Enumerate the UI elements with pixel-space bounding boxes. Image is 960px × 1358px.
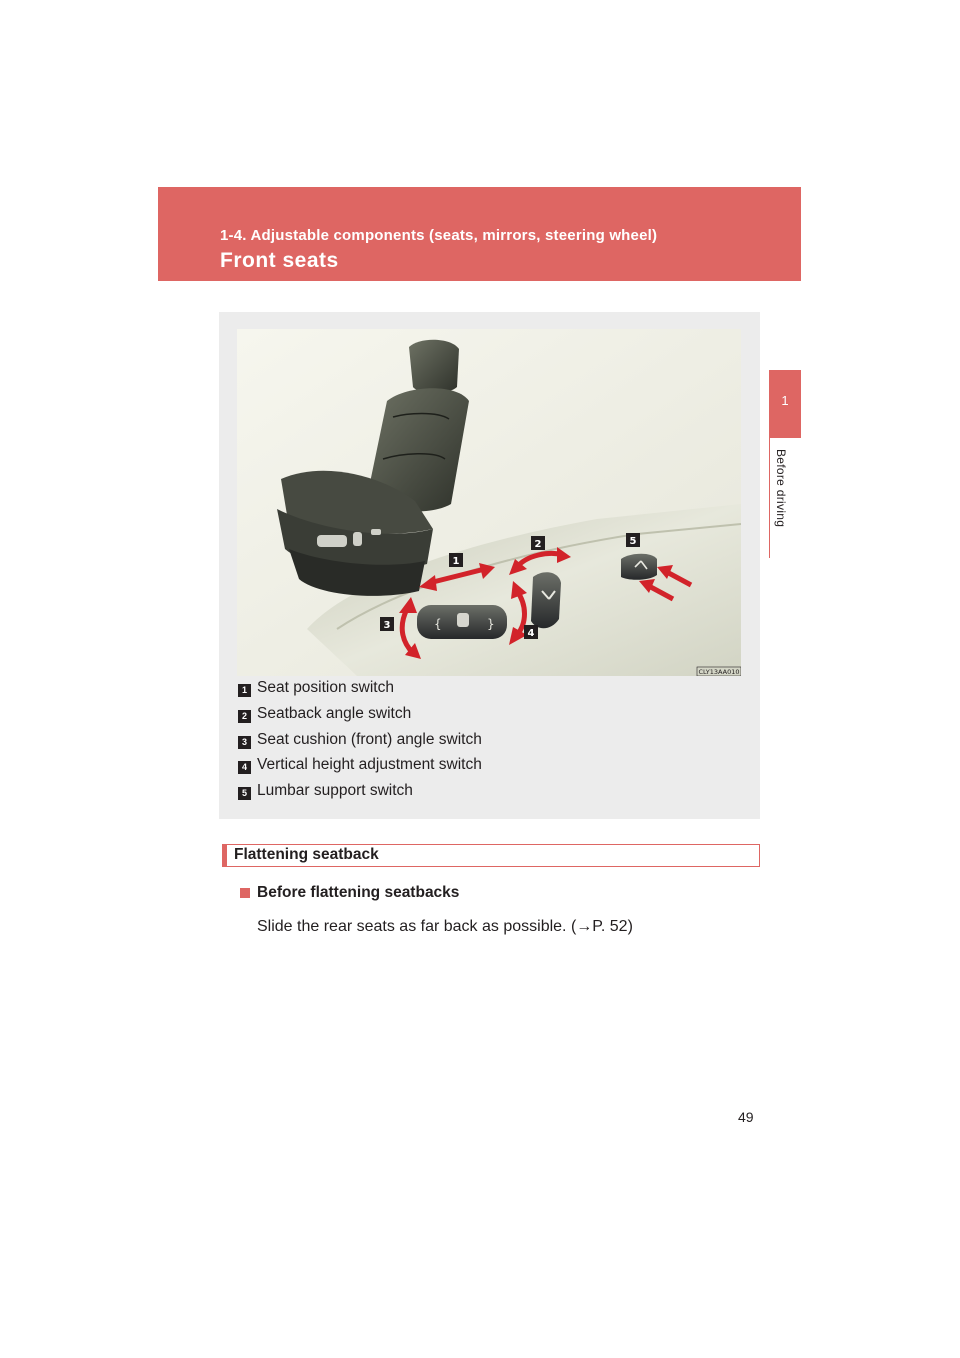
legend-number: 3: [238, 736, 251, 749]
svg-text:5: 5: [629, 536, 637, 547]
legend-number: 2: [238, 710, 251, 723]
legend-item: [238, 781, 738, 807]
legend-item: [238, 755, 738, 781]
legend-item: [238, 678, 738, 704]
bullet-square-icon: [240, 888, 250, 898]
figure-panel: [219, 312, 760, 819]
chapter-tab-line: [769, 438, 770, 558]
callout-5: [626, 533, 640, 547]
callout-4: [524, 625, 538, 639]
chapter-header: [158, 187, 801, 281]
legend-number: 5: [238, 787, 251, 800]
lumbar-support-switch-icon: [621, 554, 657, 580]
body-paragraph: Slide the rear seats as far back as possible. (→P. 52): [257, 918, 633, 935]
page-title: Front seats: [220, 249, 339, 272]
bullet-heading: Before flattening seatbacks: [257, 884, 460, 901]
callout-3: [380, 617, 394, 631]
legend-text: Lumbar support switch: [257, 782, 413, 800]
switch-legend: [238, 678, 738, 807]
svg-text:3: 3: [383, 620, 391, 631]
legend-number: 1: [238, 684, 251, 697]
seatback-angle-switch-icon: [531, 572, 561, 628]
legend-text: Seat position switch: [257, 679, 394, 696]
svg-text:CLY13AA010: CLY13AA010: [698, 668, 740, 676]
subsection-accent-bar: [222, 844, 227, 867]
callout-1: [449, 553, 463, 567]
seat-switch-illustration: [237, 329, 741, 676]
legend-text: Vertical height adjustment switch: [257, 756, 482, 774]
svg-text:2: 2: [534, 539, 542, 550]
chapter-tab-number: 1: [781, 393, 789, 408]
subsection-title: Flattening seatback: [234, 846, 379, 863]
svg-text:{: {: [434, 617, 442, 631]
page-number: 49: [738, 1109, 754, 1125]
section-label: 1-4. Adjustable components (seats, mirrors, steering wheel): [220, 227, 658, 244]
chapter-tab: [769, 370, 801, 438]
callout-2: [531, 536, 545, 550]
legend-text: Seatback angle switch: [257, 704, 412, 722]
svg-text:4: 4: [527, 628, 535, 639]
svg-text:1: 1: [452, 556, 460, 567]
svg-text:}: }: [487, 617, 495, 631]
legend-number: 4: [238, 761, 251, 774]
seat-position-switch-icon: [417, 605, 507, 639]
legend-text: Seat cushion (front) angle switch: [257, 730, 482, 748]
chapter-tab-label: Before driving: [774, 449, 788, 528]
legend-item: [238, 730, 738, 756]
figure-code: [697, 667, 741, 676]
legend-item: [238, 704, 738, 730]
